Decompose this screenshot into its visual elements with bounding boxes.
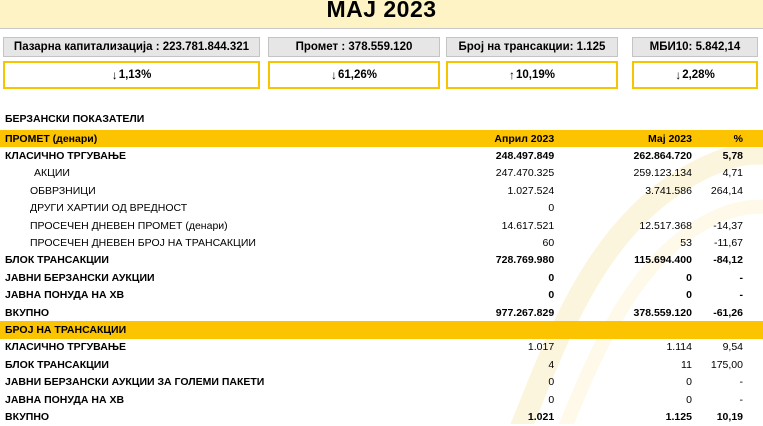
row-label: БРОЈ НА ТРАНСАКЦИИ <box>0 321 440 338</box>
row-label: ПРОМЕТ (денари) <box>0 130 440 147</box>
table-row <box>0 391 763 408</box>
stat-turnover-label: Промет : 378.559.120 <box>268 37 440 57</box>
stat-turnover-change: 61,26% <box>337 69 377 81</box>
value-april: 0 <box>548 202 555 215</box>
value-may: 0 <box>686 376 692 389</box>
value-change-pct: - <box>739 393 743 406</box>
value-change-pct: 264,14 <box>710 184 743 197</box>
table-row <box>0 304 763 321</box>
table-header-row <box>0 321 763 338</box>
value-change-pct: 4,71 <box>722 167 743 180</box>
table-row <box>0 269 763 286</box>
value-may: 262.864.720 <box>633 150 692 163</box>
stat-transactions-label: Број на трансакции: 1.125 <box>446 37 618 57</box>
value-april: 0 <box>548 376 555 389</box>
value-may: 0 <box>686 271 692 284</box>
page-title: МАЈ 2023 <box>326 0 437 22</box>
arrow-up-icon: ↑ <box>508 68 515 82</box>
row-label: ЈАВНИ БЕРЗАНСКИ АУКЦИИ <box>5 271 155 284</box>
row-label: КЛАСИЧНО ТРГУВАЊЕ <box>5 341 126 354</box>
value-april: 1.027.524 <box>507 184 555 197</box>
value-april: 60 <box>542 237 555 250</box>
table-row <box>0 165 763 182</box>
row-label: БЛОК ТРАНСАКЦИИ <box>5 358 109 371</box>
value-april: 14.617.521 <box>501 219 555 232</box>
row-label: БЛОК ТРАНСАКЦИИ <box>5 254 109 267</box>
table-row <box>0 234 763 251</box>
stat-market-cap <box>3 37 260 89</box>
value-april <box>440 321 554 338</box>
row-label: КЛАСИЧНО ТРГУВАЊЕ <box>5 150 126 163</box>
row-label: АКЦИИ <box>34 167 70 180</box>
value-april: 977.267.829 <box>495 306 555 319</box>
stat-turnover <box>268 37 440 89</box>
table-row <box>0 356 763 373</box>
table-row <box>0 408 763 425</box>
row-label: ПРОСЕЧЕН ДНЕВЕН БРОЈ НА ТРАНСАКЦИИ <box>30 237 256 250</box>
stat-turnover-value-box <box>268 61 440 89</box>
value-change-pct: - <box>739 376 743 389</box>
value-change-pct: - <box>739 271 743 284</box>
table-row <box>0 252 763 269</box>
value-april: Април 2023 <box>440 130 554 147</box>
value-may: 259.123.134 <box>633 167 692 180</box>
value-april: 247.470.325 <box>495 167 555 180</box>
stat-transactions <box>446 37 618 89</box>
value-change-pct: 175,00 <box>710 358 743 371</box>
row-label: ВКУПНО <box>5 306 50 319</box>
arrow-down-icon: ↓ <box>675 68 682 82</box>
value-may: 53 <box>680 237 692 250</box>
row-label: ЈАВНА ПОНУДА НА ХВ <box>5 393 125 406</box>
table-row <box>0 339 763 356</box>
arrow-down-icon: ↓ <box>111 68 118 82</box>
table-row <box>0 373 763 390</box>
value-april: 248.497.849 <box>495 150 555 163</box>
table-row <box>0 147 763 164</box>
value-change-pct <box>692 321 763 338</box>
value-may <box>554 321 692 338</box>
value-may: 11 <box>681 358 692 371</box>
value-change-pct: -11,67 <box>714 237 743 250</box>
value-april: 0 <box>548 289 555 302</box>
value-may: 378.559.120 <box>633 306 692 319</box>
value-may: 1.125 <box>665 410 692 423</box>
stat-transactions-change: 10,19% <box>515 69 555 81</box>
row-label: ЈАВНА ПОНУДА НА ХВ <box>5 289 125 302</box>
value-change-pct: -61,26 <box>713 306 743 319</box>
table-row <box>0 200 763 217</box>
value-change-pct <box>692 200 763 217</box>
stat-transactions-value-box <box>446 61 618 89</box>
arrow-down-icon: ↓ <box>330 68 337 82</box>
indicators-table <box>0 130 763 426</box>
row-label: ОБВРЗНИЦИ <box>30 184 96 197</box>
value-change-pct: % <box>692 130 763 147</box>
value-april: 0 <box>548 393 555 406</box>
stat-market-cap-change: 1,13% <box>118 69 152 81</box>
stat-mbi10-change: 2,28% <box>682 69 715 81</box>
stat-mbi10-label: МБИ10: 5.842,14 <box>632 37 758 57</box>
row-label: ЈАВНИ БЕРЗАНСКИ АУКЦИИ ЗА ГОЛЕМИ ПАКЕТИ <box>5 376 265 389</box>
value-april: 4 <box>548 358 555 371</box>
value-change-pct: - <box>739 289 743 302</box>
value-may: Мај 2023 <box>554 130 692 147</box>
table-row <box>0 217 763 234</box>
table-row <box>0 287 763 304</box>
value-may: 0 <box>686 289 692 302</box>
stat-market-cap-label: Пазарна капитализација : 223.781.844.321 <box>3 37 260 57</box>
value-change-pct: 5,78 <box>722 150 743 163</box>
value-may: 12.517.368 <box>639 219 692 232</box>
value-may <box>554 200 692 217</box>
value-april: 1.021 <box>527 410 555 423</box>
row-label: ПРОСЕЧЕН ДНЕВЕН ПРОМЕТ (денари) <box>30 219 228 232</box>
section-title: БЕРЗАНСКИ ПОКАЗАТЕЛИ <box>5 113 145 125</box>
value-change-pct: -14,37 <box>713 219 743 232</box>
value-may: 115.694.400 <box>634 254 692 267</box>
page-header <box>0 0 763 29</box>
value-may: 3.741.586 <box>645 184 692 197</box>
table-row <box>0 182 763 199</box>
stat-mbi10-value-box <box>632 61 758 89</box>
value-april: 1.017 <box>527 341 555 354</box>
value-change-pct: 9,54 <box>722 341 743 354</box>
value-may: 0 <box>686 393 692 406</box>
value-april: 728.769.980 <box>495 254 555 267</box>
row-label: ДРУГИ ХАРТИИ ОД ВРЕДНОСТ <box>30 202 188 215</box>
stat-market-cap-value-box <box>3 61 260 89</box>
table-header-row <box>0 130 763 147</box>
stat-mbi10 <box>632 37 758 89</box>
value-change-pct: 10,19 <box>716 410 743 423</box>
value-may: 1.114 <box>666 341 692 354</box>
value-change-pct: -84,12 <box>713 254 743 267</box>
row-label: ВКУПНО <box>5 410 50 423</box>
value-april: 0 <box>548 271 555 284</box>
